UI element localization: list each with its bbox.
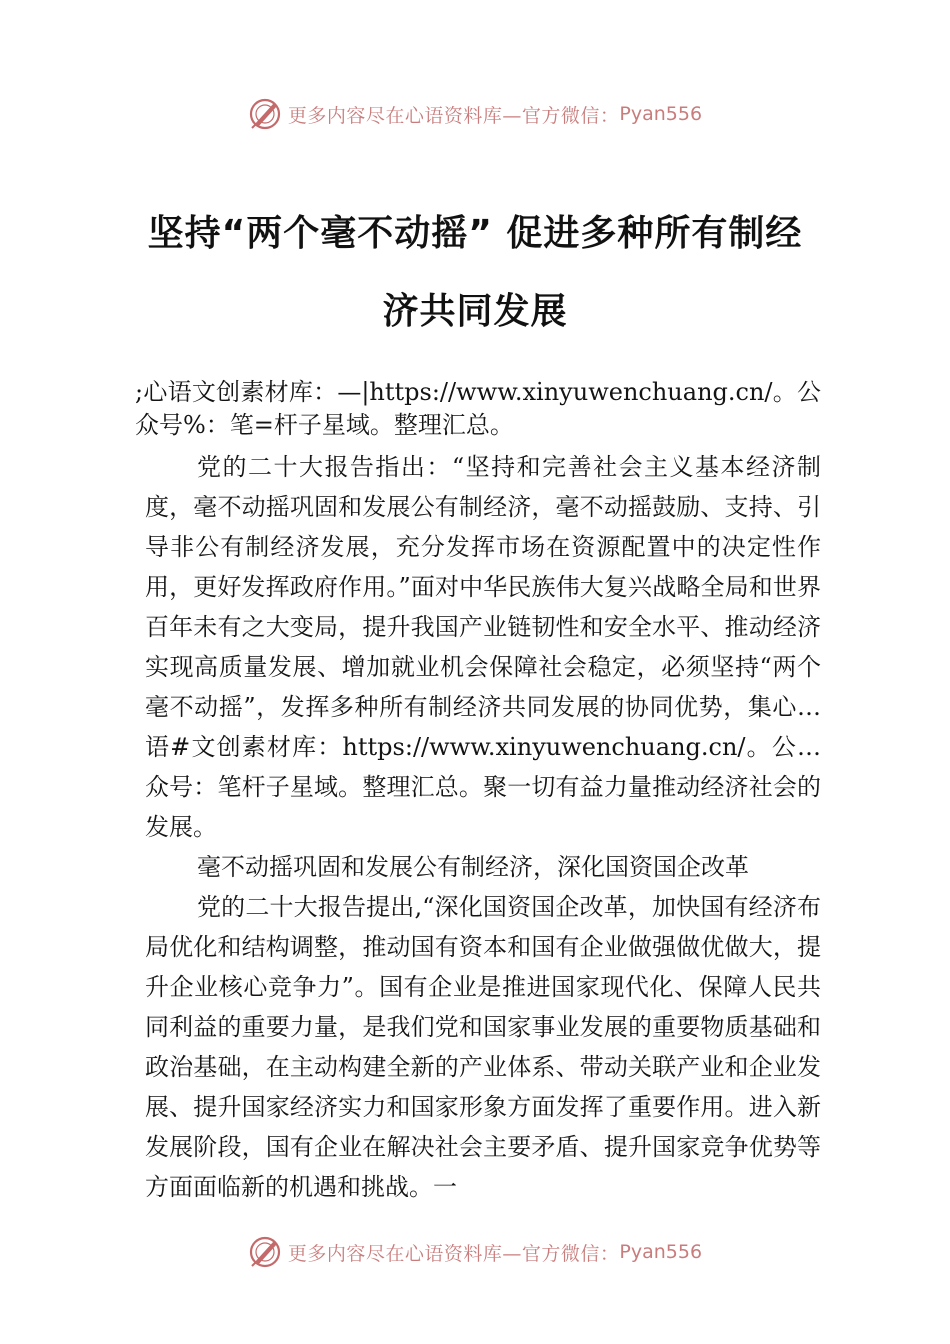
banner-text: 更多内容尽在心语资料库—官方微信： <box>287 1242 620 1265</box>
banner-wechat-id: Pyan556 <box>619 1241 703 1263</box>
banner-wechat-id: Pyan556 <box>619 103 703 125</box>
quill-seal-icon <box>248 1235 282 1269</box>
document-body <box>135 376 821 1207</box>
section-heading: 毫不动摇巩固和发展公有制经济，深化国资国企改革 <box>197 853 749 881</box>
banner-text: 更多内容尽在心语资料库—官方微信： <box>287 104 620 127</box>
paragraph: 党的二十大报告提出,“深化国资国企改革，加快国有经济布局优化和结构调整，推动国有资本和国有企业做强做优做大，提升企业核心竞争力”。国有企业是推进国家现代化、保障人民共同利益的重要力量，是我们党和国家事业发展的重要物质基础和政治基础，在主动构建全新的产业体系、带动关联产业和企业发展、提升国家经济实力和国家形象方面发挥了重要作用。进入新发展阶段，国有企业在解决社会主要矛盾、提升国家竞争优势等方面面临新的机遇和挑战。一 <box>145 893 821 1201</box>
quill-seal-icon <box>248 97 282 131</box>
source-note: ;心语文创素材库：—|https://www.xinyuwenchuang.cn/。公众号%：笔=杆子星域。整理汇总。 <box>135 378 821 439</box>
header-banner <box>0 92 950 136</box>
footer-banner <box>0 1230 950 1274</box>
document-title-line-2: 济共同发展 <box>382 291 568 332</box>
paragraph: 党的二十大报告指出：“坚持和完善社会主义基本经济制度，毫不动摇巩固和发展公有制经济，毫不动摇鼓励、支持、引导非公有制经济发展，充分发挥市场在资源配置中的决定性作用，更好发挥政府作用。”面对中华民族伟大复兴战略全局和世界百年未有之大变局，提升我国产业链韧性和安全水平、推动经济实现高质量发展、增加就业机会保障社会稳定，必须坚持“两个毫不动摇”，发挥多种所有制经济共同发展的协同优势，集心…语#文创素材库：https://www.xinyuwenchuang.cn/。公…众号：笔杆子星域。整理汇总。聚一切有益力量推动经济社会的发展。 <box>145 453 821 841</box>
document-title-line-1: 坚持“两个毫不动摇” 促进多种所有制经 <box>147 213 803 254</box>
